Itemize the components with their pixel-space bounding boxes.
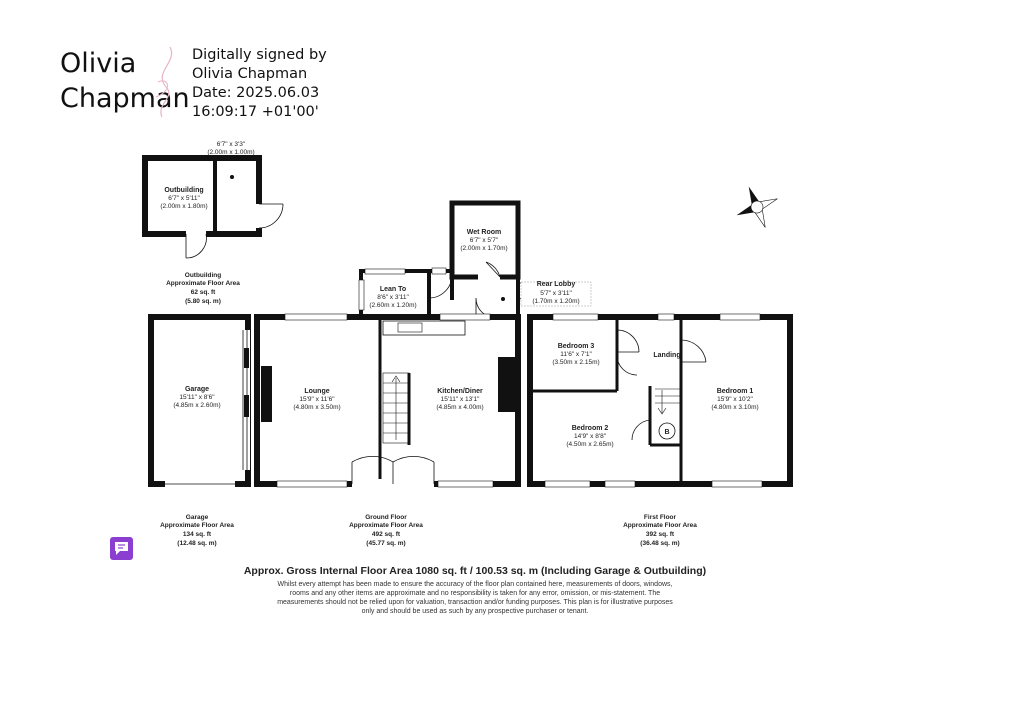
disclaimer-line1: Whilst every attempt has been made to ensure the accuracy of the floor plan contained here, measurements of doors, windows, [277, 581, 673, 588]
gross-area-text: Approx. Gross Internal Floor Area 1080 sq. ft / 100.53 sq. m (Including Garage & Outbuilding) [243, 565, 707, 577]
outbuilding-area-title1: Outbuilding [184, 272, 222, 279]
outbuilding-area-sqm: (5.80 sq. m) [185, 298, 221, 305]
wet-room-dim-1: 6'7" x 5'7" [469, 237, 499, 244]
lean-to-dim-1: 8'6" x 3'11" [377, 294, 409, 301]
bedroom3-dim-2: (3.50m x 2.15m) [552, 359, 600, 366]
ground-area-title1: Ground Floor [365, 514, 407, 521]
lean-to-name: Lean To [379, 286, 407, 293]
lounge-dim-1: 15'9" x 11'6" [299, 396, 335, 403]
disclaimer [200, 580, 750, 616]
first-area-sqft: 392 sq. ft [645, 531, 675, 538]
disclaimer-line4: only and should be used as such by any prospective purchaser or tenant. [361, 608, 589, 615]
outbuilding-small-dim-1: 6'7" x 3'3" [216, 141, 246, 148]
ground-area-sqft: 492 sq. ft [371, 531, 401, 538]
garage-name: Garage [184, 386, 210, 393]
lean-to-dim-2: (2.60m x 1.20m) [369, 302, 417, 309]
garage-area-title2: Approximate Floor Area [160, 522, 234, 529]
kitchen-name: Kitchen/Diner [437, 388, 483, 395]
first-area-title2: Approximate Floor Area [623, 522, 697, 529]
lounge-name: Lounge [304, 388, 330, 395]
landing-name: Landing [653, 352, 681, 359]
rear-lobby-dim-1: 5'7" x 3'11" [540, 290, 572, 297]
compass-rose-icon [728, 178, 785, 235]
lounge-dim-2: (4.80m x 3.50m) [293, 404, 341, 411]
first-area-title1: First Floor [643, 514, 677, 521]
comment-icon [110, 537, 133, 560]
outbuilding-room-name: Outbuilding [164, 187, 204, 194]
ground-area-sqm: (45.77 sq. m) [366, 540, 406, 547]
kitchen-dim-1: 15'11" x 13'1" [440, 396, 480, 403]
garage-area-sqm: (12.48 sq. m) [177, 540, 217, 547]
disclaimer-line3: measurements should not be relied upon for valuation, transaction and/or funding purposes. This plan is for illustrative purposes [277, 599, 673, 606]
signature-info-line2: Olivia Chapman [192, 66, 308, 82]
bedroom1-dim-2: (4.80m x 3.10m) [711, 404, 759, 411]
outbuilding-area-title2: Approximate Floor Area [166, 280, 240, 287]
outbuilding-small-dim-2: (2.00m x 1.00m) [207, 149, 255, 156]
outbuilding-room-dim-1: 6'7" x 5'11" [168, 195, 200, 202]
comment-button[interactable] [110, 537, 133, 560]
signature-name-line2: Chapman [60, 83, 190, 114]
kitchen-dim-2: (4.85m x 4.00m) [436, 404, 484, 411]
garage-area-title1: Garage [185, 514, 209, 521]
bedroom1-dim-1: 15'9" x 10'2" [717, 396, 753, 403]
bedroom2-dim-2: (4.50m x 2.65m) [566, 441, 614, 448]
garage-dim-1: 15'11" x 8'6" [179, 394, 215, 401]
outbuilding-room-dim-2: (2.00m x 1.80m) [160, 203, 208, 210]
garage-dim-2: (4.85m x 2.60m) [173, 402, 221, 409]
outbuilding-area-sqft: 62 sq. ft [190, 289, 216, 296]
wet-room-name: Wet Room [466, 229, 502, 236]
disclaimer-line2: rooms and any other items are approximate and no responsibility is taken for any error, omission, or mis-statement. The [289, 590, 661, 597]
bedroom2-name: Bedroom 2 [571, 425, 609, 432]
signature-info-line4: 16:09:17 +01'00' [192, 104, 319, 120]
signature-name-line1: Olivia [60, 48, 137, 79]
signature-info-line1: Digitally signed by [192, 47, 327, 63]
boiler-label: B [664, 429, 670, 436]
garage-area-sqft: 134 sq. ft [182, 531, 212, 538]
bedroom3-dim-1: 11'6" x 7'1" [560, 351, 592, 358]
bedroom3-name: Bedroom 3 [557, 343, 595, 350]
first-area-sqm: (36.48 sq. m) [640, 540, 680, 547]
bedroom1-name: Bedroom 1 [716, 388, 754, 395]
ground-area-title2: Approximate Floor Area [349, 522, 423, 529]
signature-info-line3: Date: 2025.06.03 [192, 85, 320, 101]
bedroom2-dim-1: 14'9" x 8'8" [573, 433, 607, 440]
rear-lobby-dim-2: (1.70m x 1.20m) [532, 298, 580, 305]
wet-room-dim-2: (2.00m x 1.70m) [460, 245, 508, 252]
rear-lobby-name: Rear Lobby [536, 281, 576, 288]
